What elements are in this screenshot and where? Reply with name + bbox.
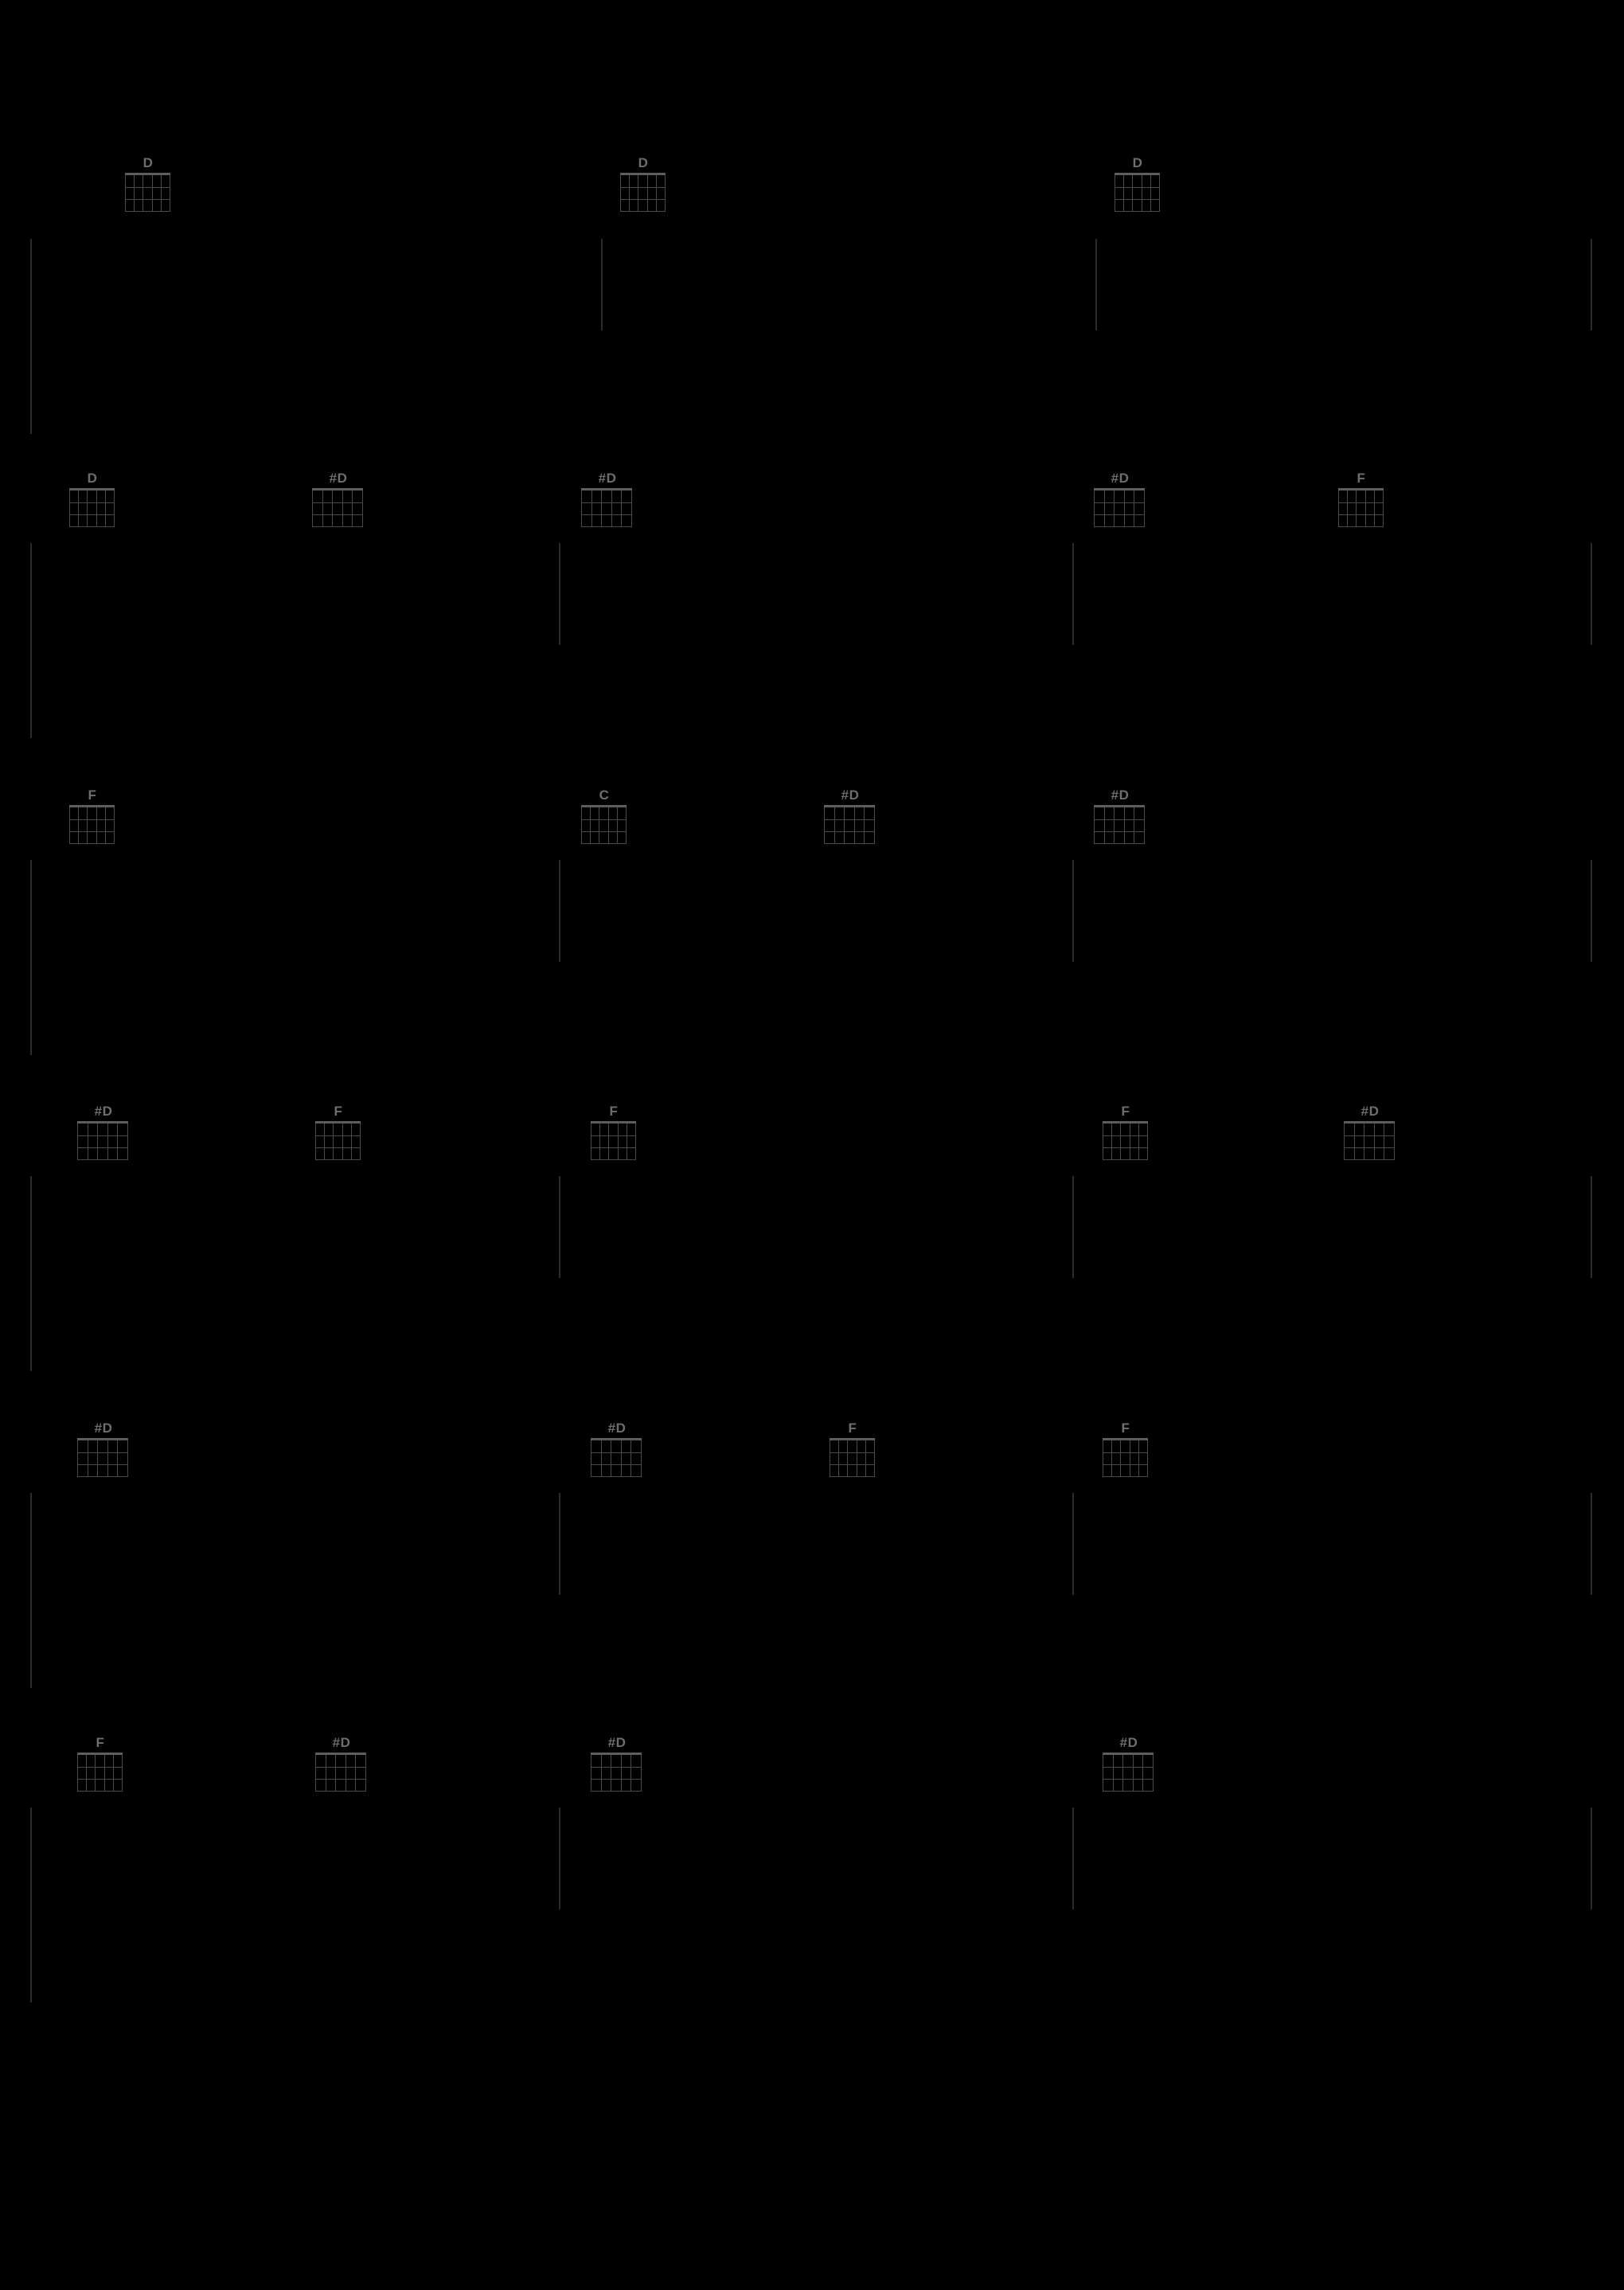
- string-line: [656, 175, 657, 211]
- string-line: [635, 1124, 636, 1159]
- fret-line: [1094, 502, 1145, 503]
- chord-fret-grid: [591, 1755, 642, 1791]
- fret-line: [591, 1791, 642, 1792]
- string-line: [1365, 490, 1366, 526]
- fret-line: [1103, 1135, 1148, 1136]
- chord-fretboard: [77, 1753, 123, 1791]
- chord-fret-grid: [77, 1440, 128, 1476]
- chord-name: #D: [841, 787, 860, 803]
- chord-name: #D: [607, 1735, 627, 1750]
- string-line: [581, 807, 582, 843]
- string-line: [621, 1440, 622, 1476]
- string-line: [161, 175, 162, 211]
- fret-line: [1103, 1464, 1148, 1465]
- fret-line: [77, 1159, 128, 1160]
- string-line: [107, 1440, 108, 1476]
- string-line: [1138, 1440, 1139, 1476]
- string-line: [78, 807, 79, 843]
- fret-line: [1115, 211, 1160, 212]
- barline: [1072, 1176, 1074, 1278]
- fret-line: [69, 819, 115, 820]
- string-line: [69, 807, 70, 843]
- string-line: [355, 1755, 356, 1791]
- chord-name: F: [609, 1104, 619, 1119]
- chord-name: F: [1121, 1421, 1130, 1436]
- fret-line: [69, 526, 115, 527]
- string-line: [838, 1440, 839, 1476]
- fret-line: [581, 819, 627, 820]
- string-line: [333, 1124, 334, 1159]
- barline: [1072, 543, 1074, 645]
- string-line: [117, 1440, 118, 1476]
- chord-fret-grid: [1103, 1755, 1154, 1791]
- string-line: [1138, 1124, 1139, 1159]
- string-line: [1113, 1755, 1114, 1791]
- string-line: [142, 175, 143, 211]
- chord-name: C: [599, 787, 610, 803]
- string-line: [352, 490, 353, 526]
- chord-fretboard: [581, 805, 627, 843]
- chord-fretboard: [1344, 1121, 1395, 1159]
- string-line: [629, 175, 630, 211]
- string-line: [665, 175, 666, 211]
- string-line: [1120, 1124, 1121, 1159]
- chord-name: D: [1132, 155, 1143, 170]
- chord-fret-grid: [620, 175, 666, 211]
- string-line: [127, 1124, 128, 1159]
- fret-line: [315, 1147, 361, 1148]
- string-line: [621, 490, 622, 526]
- chord-fretboard: [1338, 488, 1384, 526]
- string-line: [864, 807, 865, 843]
- string-line: [96, 807, 97, 843]
- chord-fret-grid: [591, 1124, 636, 1159]
- string-line: [1111, 1440, 1112, 1476]
- string-line: [362, 490, 363, 526]
- string-line: [1144, 807, 1145, 843]
- barline: [559, 860, 560, 962]
- chord-name: F: [334, 1104, 343, 1119]
- chord-name: F: [848, 1421, 857, 1436]
- fret-line: [69, 843, 115, 844]
- barline: [559, 1493, 560, 1595]
- string-line: [1133, 1755, 1134, 1791]
- string-line: [114, 807, 115, 843]
- chord-fretboard: [1115, 173, 1160, 211]
- chord-fretboard: [620, 173, 666, 211]
- fret-line: [77, 1147, 128, 1148]
- string-line: [599, 1124, 600, 1159]
- fret-line: [591, 1452, 642, 1453]
- string-line: [365, 1755, 366, 1791]
- string-line: [1338, 490, 1339, 526]
- string-line: [626, 807, 627, 843]
- barline: [1591, 543, 1592, 645]
- string-line: [581, 490, 582, 526]
- string-line: [601, 1755, 602, 1791]
- chord-name: #D: [1119, 1735, 1138, 1750]
- string-line: [1111, 1124, 1112, 1159]
- fret-line: [581, 526, 632, 527]
- fret-line: [1115, 187, 1160, 188]
- string-line: [1132, 175, 1133, 211]
- fret-line: [1103, 1779, 1154, 1780]
- chord-name: F: [1121, 1104, 1130, 1119]
- fret-line: [830, 1464, 875, 1465]
- string-line: [1124, 490, 1125, 526]
- string-line: [324, 1124, 325, 1159]
- barline: [30, 239, 32, 434]
- fret-line: [591, 1476, 642, 1477]
- fret-line: [591, 1767, 642, 1768]
- string-line: [847, 1440, 848, 1476]
- chord-name: #D: [1111, 787, 1130, 803]
- string-line: [152, 175, 153, 211]
- string-line: [345, 1755, 346, 1791]
- string-line: [105, 807, 106, 843]
- barline: [30, 860, 32, 1055]
- barline: [1072, 1493, 1074, 1595]
- string-line: [1344, 1124, 1345, 1159]
- chord-name: #D: [94, 1104, 113, 1119]
- string-line: [617, 807, 618, 843]
- fret-line: [77, 1779, 123, 1780]
- string-line: [113, 1755, 114, 1791]
- barline: [1591, 1493, 1592, 1595]
- fret-line: [620, 187, 666, 188]
- string-line: [105, 490, 106, 526]
- chord-name: F: [96, 1735, 105, 1750]
- fret-line: [125, 199, 170, 200]
- string-line: [1356, 490, 1357, 526]
- fret-line: [1094, 843, 1145, 844]
- fret-line: [1103, 1159, 1148, 1160]
- chord-fret-grid: [77, 1755, 123, 1791]
- fret-line: [69, 831, 115, 832]
- chord-fretboard: [1094, 488, 1145, 526]
- fret-line: [77, 1791, 123, 1792]
- chord-name: #D: [1360, 1104, 1380, 1119]
- chord-fretboard: [125, 173, 170, 211]
- fret-line: [69, 502, 115, 503]
- string-line: [865, 1440, 866, 1476]
- barline: [1591, 860, 1592, 962]
- string-line: [641, 1755, 642, 1791]
- fret-line: [312, 502, 363, 503]
- fret-line: [315, 1791, 366, 1792]
- chord-fret-grid: [1103, 1440, 1148, 1476]
- string-line: [87, 490, 88, 526]
- string-line: [1094, 490, 1095, 526]
- string-line: [1374, 1124, 1375, 1159]
- string-line: [104, 1755, 105, 1791]
- chord-fretboard: [591, 1438, 642, 1476]
- fret-line: [1094, 526, 1145, 527]
- fret-line: [1103, 1147, 1148, 1148]
- string-line: [1150, 175, 1151, 211]
- string-line: [641, 1440, 642, 1476]
- chord-fret-grid: [77, 1124, 128, 1159]
- string-line: [601, 490, 602, 526]
- string-line: [1122, 1755, 1123, 1791]
- string-line: [122, 1755, 123, 1791]
- fret-line: [77, 1767, 123, 1768]
- chord-name: #D: [598, 471, 617, 486]
- fret-line: [77, 1452, 128, 1453]
- chord-name: D: [142, 155, 154, 170]
- string-line: [621, 1755, 622, 1791]
- barline: [559, 1807, 560, 1909]
- chord-fret-grid: [312, 490, 363, 526]
- barline: [559, 1176, 560, 1278]
- fret-line: [315, 1767, 366, 1768]
- string-line: [611, 490, 612, 526]
- chord-name: #D: [94, 1421, 113, 1436]
- chord-fret-grid: [591, 1440, 642, 1476]
- string-line: [96, 490, 97, 526]
- fret-line: [591, 1135, 636, 1136]
- fret-line: [581, 514, 632, 515]
- chord-fret-grid: [1094, 490, 1145, 526]
- chord-fretboard: [77, 1438, 128, 1476]
- string-line: [630, 1755, 631, 1791]
- string-line: [874, 1440, 875, 1476]
- fret-line: [315, 1779, 366, 1780]
- string-line: [1124, 807, 1125, 843]
- chord-fret-grid: [1115, 175, 1160, 211]
- barline: [30, 1493, 32, 1688]
- barline: [1591, 239, 1592, 330]
- chord-fretboard: [315, 1753, 366, 1791]
- string-line: [608, 1124, 609, 1159]
- chord-name: F: [1357, 471, 1366, 486]
- chord-fretboard: [1103, 1753, 1154, 1791]
- barline: [559, 543, 560, 645]
- string-line: [1394, 1124, 1395, 1159]
- fret-line: [1094, 819, 1145, 820]
- string-line: [1144, 490, 1145, 526]
- string-line: [134, 175, 135, 211]
- string-line: [854, 807, 855, 843]
- fret-line: [1344, 1147, 1395, 1148]
- chord-fretboard: [581, 488, 632, 526]
- chord-fret-grid: [1094, 807, 1145, 843]
- fret-line: [591, 1159, 636, 1160]
- fret-line: [1338, 526, 1384, 527]
- chord-fretboard: [77, 1121, 128, 1159]
- barline: [30, 543, 32, 738]
- string-line: [77, 1440, 78, 1476]
- chord-fretboard: [69, 805, 115, 843]
- string-line: [97, 1124, 98, 1159]
- string-line: [1383, 490, 1384, 526]
- fret-line: [830, 1476, 875, 1477]
- string-line: [834, 807, 835, 843]
- fret-line: [591, 1464, 642, 1465]
- fret-line: [312, 514, 363, 515]
- string-line: [1374, 490, 1375, 526]
- string-line: [591, 490, 592, 526]
- chord-name: F: [88, 787, 97, 803]
- fret-line: [77, 1135, 128, 1136]
- barline: [601, 239, 603, 330]
- chord-fret-grid: [69, 490, 115, 526]
- chord-name: #D: [332, 1735, 351, 1750]
- string-line: [87, 807, 88, 843]
- string-line: [315, 1755, 316, 1791]
- chord-fret-grid: [824, 807, 875, 843]
- string-line: [312, 490, 313, 526]
- chord-fret-grid: [1338, 490, 1384, 526]
- chord-fretboard: [1094, 805, 1145, 843]
- chord-fretboard: [315, 1121, 361, 1159]
- string-line: [315, 1124, 316, 1159]
- fret-line: [315, 1159, 361, 1160]
- chord-fretboard: [830, 1438, 875, 1476]
- string-line: [590, 807, 591, 843]
- string-line: [1347, 490, 1348, 526]
- chord-fretboard: [312, 488, 363, 526]
- fret-line: [824, 831, 875, 832]
- barline: [30, 1807, 32, 2003]
- string-line: [620, 175, 621, 211]
- string-line: [351, 1124, 352, 1159]
- fret-line: [824, 819, 875, 820]
- chord-fret-grid: [1103, 1124, 1148, 1159]
- string-line: [360, 1124, 361, 1159]
- fret-line: [824, 843, 875, 844]
- chord-fret-grid: [69, 807, 115, 843]
- string-line: [647, 175, 648, 211]
- string-line: [107, 1124, 108, 1159]
- string-line: [127, 1440, 128, 1476]
- string-line: [630, 1440, 631, 1476]
- fret-line: [1344, 1135, 1395, 1136]
- barline: [1095, 239, 1097, 330]
- string-line: [125, 175, 126, 211]
- fret-line: [620, 211, 666, 212]
- string-line: [1354, 1124, 1355, 1159]
- chord-fret-grid: [581, 490, 632, 526]
- chord-fret-grid: [315, 1755, 366, 1791]
- string-line: [86, 1755, 87, 1791]
- barline: [1072, 860, 1074, 962]
- chord-fret-grid: [1344, 1124, 1395, 1159]
- chord-fret-grid: [125, 175, 170, 211]
- string-line: [631, 490, 632, 526]
- fret-line: [581, 831, 627, 832]
- string-line: [342, 1124, 343, 1159]
- chord-fretboard: [1103, 1438, 1148, 1476]
- chord-fretboard: [69, 488, 115, 526]
- fret-line: [125, 211, 170, 212]
- string-line: [608, 807, 609, 843]
- fret-line: [1094, 514, 1145, 515]
- chord-name: #D: [1111, 471, 1130, 486]
- string-line: [601, 1440, 602, 1476]
- string-line: [95, 1755, 96, 1791]
- string-line: [1147, 1440, 1148, 1476]
- fret-line: [69, 514, 115, 515]
- string-line: [1120, 1440, 1121, 1476]
- string-line: [78, 490, 79, 526]
- string-line: [335, 1755, 336, 1791]
- string-line: [1104, 807, 1105, 843]
- fret-line: [1115, 199, 1160, 200]
- barline: [1591, 1176, 1592, 1278]
- chord-name: #D: [329, 471, 348, 486]
- string-line: [332, 490, 333, 526]
- fret-line: [830, 1452, 875, 1453]
- string-line: [618, 1124, 619, 1159]
- chord-fretboard: [824, 805, 875, 843]
- fret-line: [591, 1779, 642, 1780]
- barline: [30, 1176, 32, 1371]
- chord-fret-grid: [315, 1124, 361, 1159]
- string-line: [1114, 490, 1115, 526]
- fret-line: [591, 1147, 636, 1148]
- fret-line: [1338, 502, 1384, 503]
- string-line: [342, 490, 343, 526]
- string-line: [114, 490, 115, 526]
- chord-name: #D: [607, 1421, 627, 1436]
- string-line: [97, 1440, 98, 1476]
- string-line: [1159, 175, 1160, 211]
- fret-line: [1103, 1767, 1154, 1768]
- barline: [1072, 1807, 1074, 1909]
- chord-fret-grid: [830, 1440, 875, 1476]
- fret-line: [1344, 1159, 1395, 1160]
- fret-line: [1103, 1791, 1154, 1792]
- string-line: [1094, 807, 1095, 843]
- fret-line: [312, 526, 363, 527]
- fret-line: [1103, 1452, 1148, 1453]
- chord-fretboard: [591, 1121, 636, 1159]
- fret-line: [581, 843, 627, 844]
- chord-fretboard: [591, 1753, 642, 1791]
- string-line: [117, 1124, 118, 1159]
- string-line: [1104, 490, 1105, 526]
- barline: [1591, 1807, 1592, 1909]
- string-line: [322, 490, 323, 526]
- string-line: [874, 807, 875, 843]
- string-line: [1153, 1755, 1154, 1791]
- fret-line: [1338, 514, 1384, 515]
- string-line: [77, 1124, 78, 1159]
- fret-line: [1094, 831, 1145, 832]
- fret-line: [125, 187, 170, 188]
- string-line: [824, 807, 825, 843]
- fret-line: [1103, 1476, 1148, 1477]
- string-line: [1142, 1755, 1143, 1791]
- fret-line: [315, 1135, 361, 1136]
- chord-name: D: [87, 471, 98, 486]
- chord-fretboard: [1103, 1121, 1148, 1159]
- chord-name: D: [638, 155, 649, 170]
- string-line: [1147, 1124, 1148, 1159]
- fret-line: [77, 1464, 128, 1465]
- string-line: [77, 1755, 78, 1791]
- string-line: [1114, 807, 1115, 843]
- string-line: [69, 490, 70, 526]
- string-line: [1123, 175, 1124, 211]
- fret-line: [581, 502, 632, 503]
- string-line: [844, 807, 845, 843]
- chord-fret-grid: [581, 807, 627, 843]
- fret-line: [620, 199, 666, 200]
- fret-line: [77, 1476, 128, 1477]
